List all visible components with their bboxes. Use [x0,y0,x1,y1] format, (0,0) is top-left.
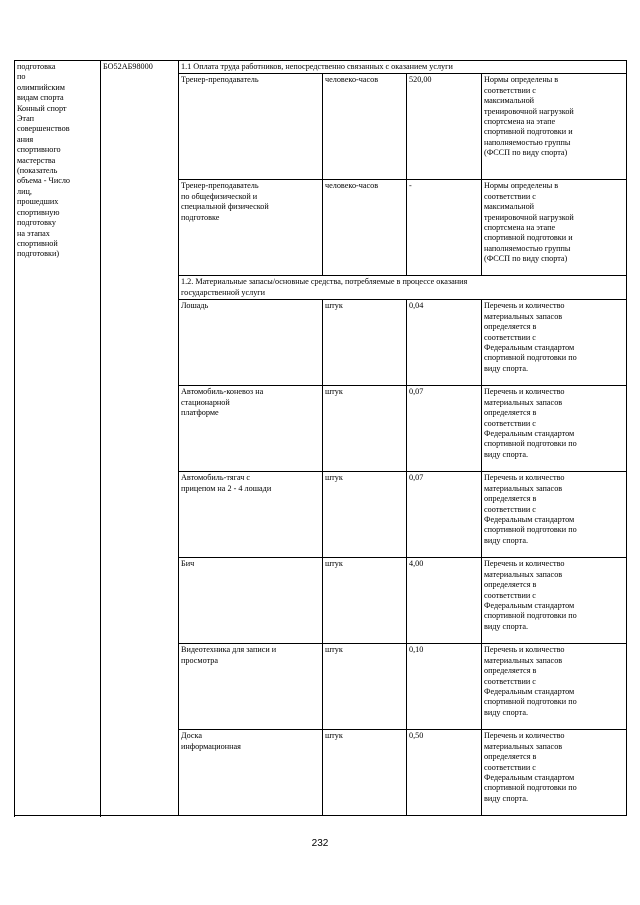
row-name: Автомобиль-тягач с прицепом на 2 - 4 лошади [179,472,323,558]
row-value: 520,00 [407,74,482,180]
row-unit: штук [323,472,407,558]
page-number: 232 [311,838,329,849]
row-name: Видеотехника для записи и просмотра [179,644,323,730]
service-description: подготовка по олимпийским видам спорта Конный спорт Этап совершенствов ания спортивного мастерства (показатель объема - Число лиц, прошедших спортивную подготовку на этапах спортивной подготовки) [15,61,101,816]
row-value: 0,10 [407,644,482,730]
row-value: - [407,180,482,276]
row-note: Нормы определены в соответствии с максимальной тренировочной нагрузкой спортсмена на этапе спортивной подготовки и наполняемостью группы (ФССП по виду спорта) [482,180,627,276]
row-unit: человеко-часов [323,74,407,180]
row-unit: штук [323,644,407,730]
row-unit: штук [323,730,407,816]
service-code: БО52АБ98000 [101,61,179,816]
row-value: 0,50 [407,730,482,816]
row-unit: штук [323,300,407,386]
row-name: Лошадь [179,300,323,386]
section-1-1-title: 1.1 Оплата труда работников, непосредственно связанных с оказанием услуги [179,61,627,74]
norms-table [14,60,627,816]
row-value: 0,07 [407,472,482,558]
row-name: Бич [179,558,323,644]
row-note: Перечень и количество материальных запасов определяется в соответствии с Федеральным стандартом спортивной подготовки по виду спорта. [482,300,627,386]
row-note: Перечень и количество материальных запасов определяется в соответствии с Федеральным стандартом спортивной подготовки по виду спорта. [482,730,627,816]
row-name: Доска информационная [179,730,323,816]
row-unit: штук [323,558,407,644]
section-1-2-title: 1.2. Материальные запасы/основные средства, потребляемые в процессе оказания государственной услуги [179,276,627,300]
section-1-1-header-row [15,61,627,74]
row-value: 4,00 [407,558,482,644]
row-note: Нормы определены в соответствии с максимальной тренировочной нагрузкой спортсмена на этапе спортивной подготовки и наполняемостью группы (ФССП по виду спорта) [482,74,627,180]
row-name: Тренер-преподаватель [179,74,323,180]
row-note: Перечень и количество материальных запасов определяется в соответствии с Федеральным стандартом спортивной подготовки по виду спорта. [482,558,627,644]
row-value: 0,04 [407,300,482,386]
row-unit: штук [323,386,407,472]
row-note: Перечень и количество материальных запасов определяется в соответствии с Федеральным стандартом спортивной подготовки по виду спорта. [482,386,627,472]
row-note: Перечень и количество материальных запасов определяется в соответствии с Федеральным стандартом спортивной подготовки по виду спорта. [482,472,627,558]
row-name: Автомобиль-коневоз на стационарной платформе [179,386,323,472]
row-name: Тренер-преподаватель по общефизической и специальной физической подготовке [179,180,323,276]
row-value: 0,07 [407,386,482,472]
row-unit: человеко-часов [323,180,407,276]
row-note: Перечень и количество материальных запасов определяется в соответствии с Федеральным стандартом спортивной подготовки по виду спорта. [482,644,627,730]
